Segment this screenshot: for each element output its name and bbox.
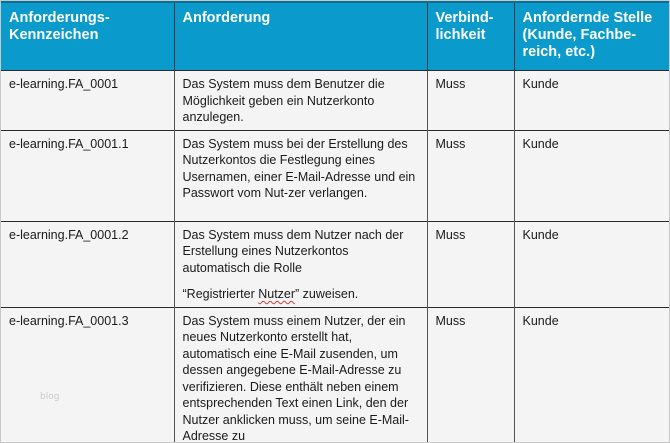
obligation-cell: Muss xyxy=(427,307,514,443)
table-row xyxy=(1,221,669,307)
requester-cell: Kunde xyxy=(514,130,669,221)
header-obligation: Verbind- lichkeit xyxy=(427,2,514,71)
requirement-id-cell: e-learning.FA_0001.2 xyxy=(1,221,174,307)
requester-cell: Kunde xyxy=(514,71,669,131)
table-row xyxy=(1,307,669,443)
header-requirement-id: Anforderungs- Kennzeichen xyxy=(1,2,174,71)
table-header-row xyxy=(1,2,669,71)
requirement-id-cell: e-learning.FA_0001 xyxy=(1,71,174,131)
requirement-paragraph-role: “Registrierter Nutzer” zuweisen. xyxy=(182,287,359,301)
obligation-cell: Muss xyxy=(427,221,514,307)
requirement-text-cell: Das System muss dem Benutzer die Möglichkeit geben ein Nutzerkonto anzulegen. xyxy=(174,71,427,131)
requirement-paragraph: Das System muss dem Nutzer nach der Erstellung eines Nutzerkontos automatisch die Rolle xyxy=(182,227,404,275)
requirement-text-cell: Das System muss einem Nutzer, der ein neues Nutzerkonto erstellt hat, automatisch eine E-Mail zusenden, um dessen angegebene E-Mail-Adresse zu verifizieren. Diese enthält neben einem entsprechenden Text einen Link, den der Nutzer anklicken muss, um seine E-Mail-Adresse zu xyxy=(174,307,427,443)
header-requester: Anfordernde Stelle (Kunde, Fachbe- reich, etc.) xyxy=(514,2,669,71)
spellcheck-underlined-word: Nutzer xyxy=(258,287,296,301)
requester-cell: Kunde xyxy=(514,307,669,443)
requirement-text-cell xyxy=(174,221,427,307)
obligation-cell: Muss xyxy=(427,130,514,221)
requester-cell: Kunde xyxy=(514,221,669,307)
table-row xyxy=(1,130,669,221)
requirement-id-cell: e-learning.FA_0001.1 xyxy=(1,130,174,221)
requirement-text-cell: Das System muss bei der Erstellung des Nutzerkontos die Festlegung eines Usernamen, einer E-Mail-Adresse und ein Passwort vom Nut-zer verlangen. xyxy=(174,130,427,221)
requirements-table xyxy=(1,1,669,443)
requirement-id-cell: e-learning.FA_0001.3 xyxy=(1,307,174,443)
table-row xyxy=(1,71,669,131)
obligation-cell: Muss xyxy=(427,71,514,131)
header-requirement: Anforderung xyxy=(174,2,427,71)
watermark-text: blog xyxy=(40,392,60,402)
